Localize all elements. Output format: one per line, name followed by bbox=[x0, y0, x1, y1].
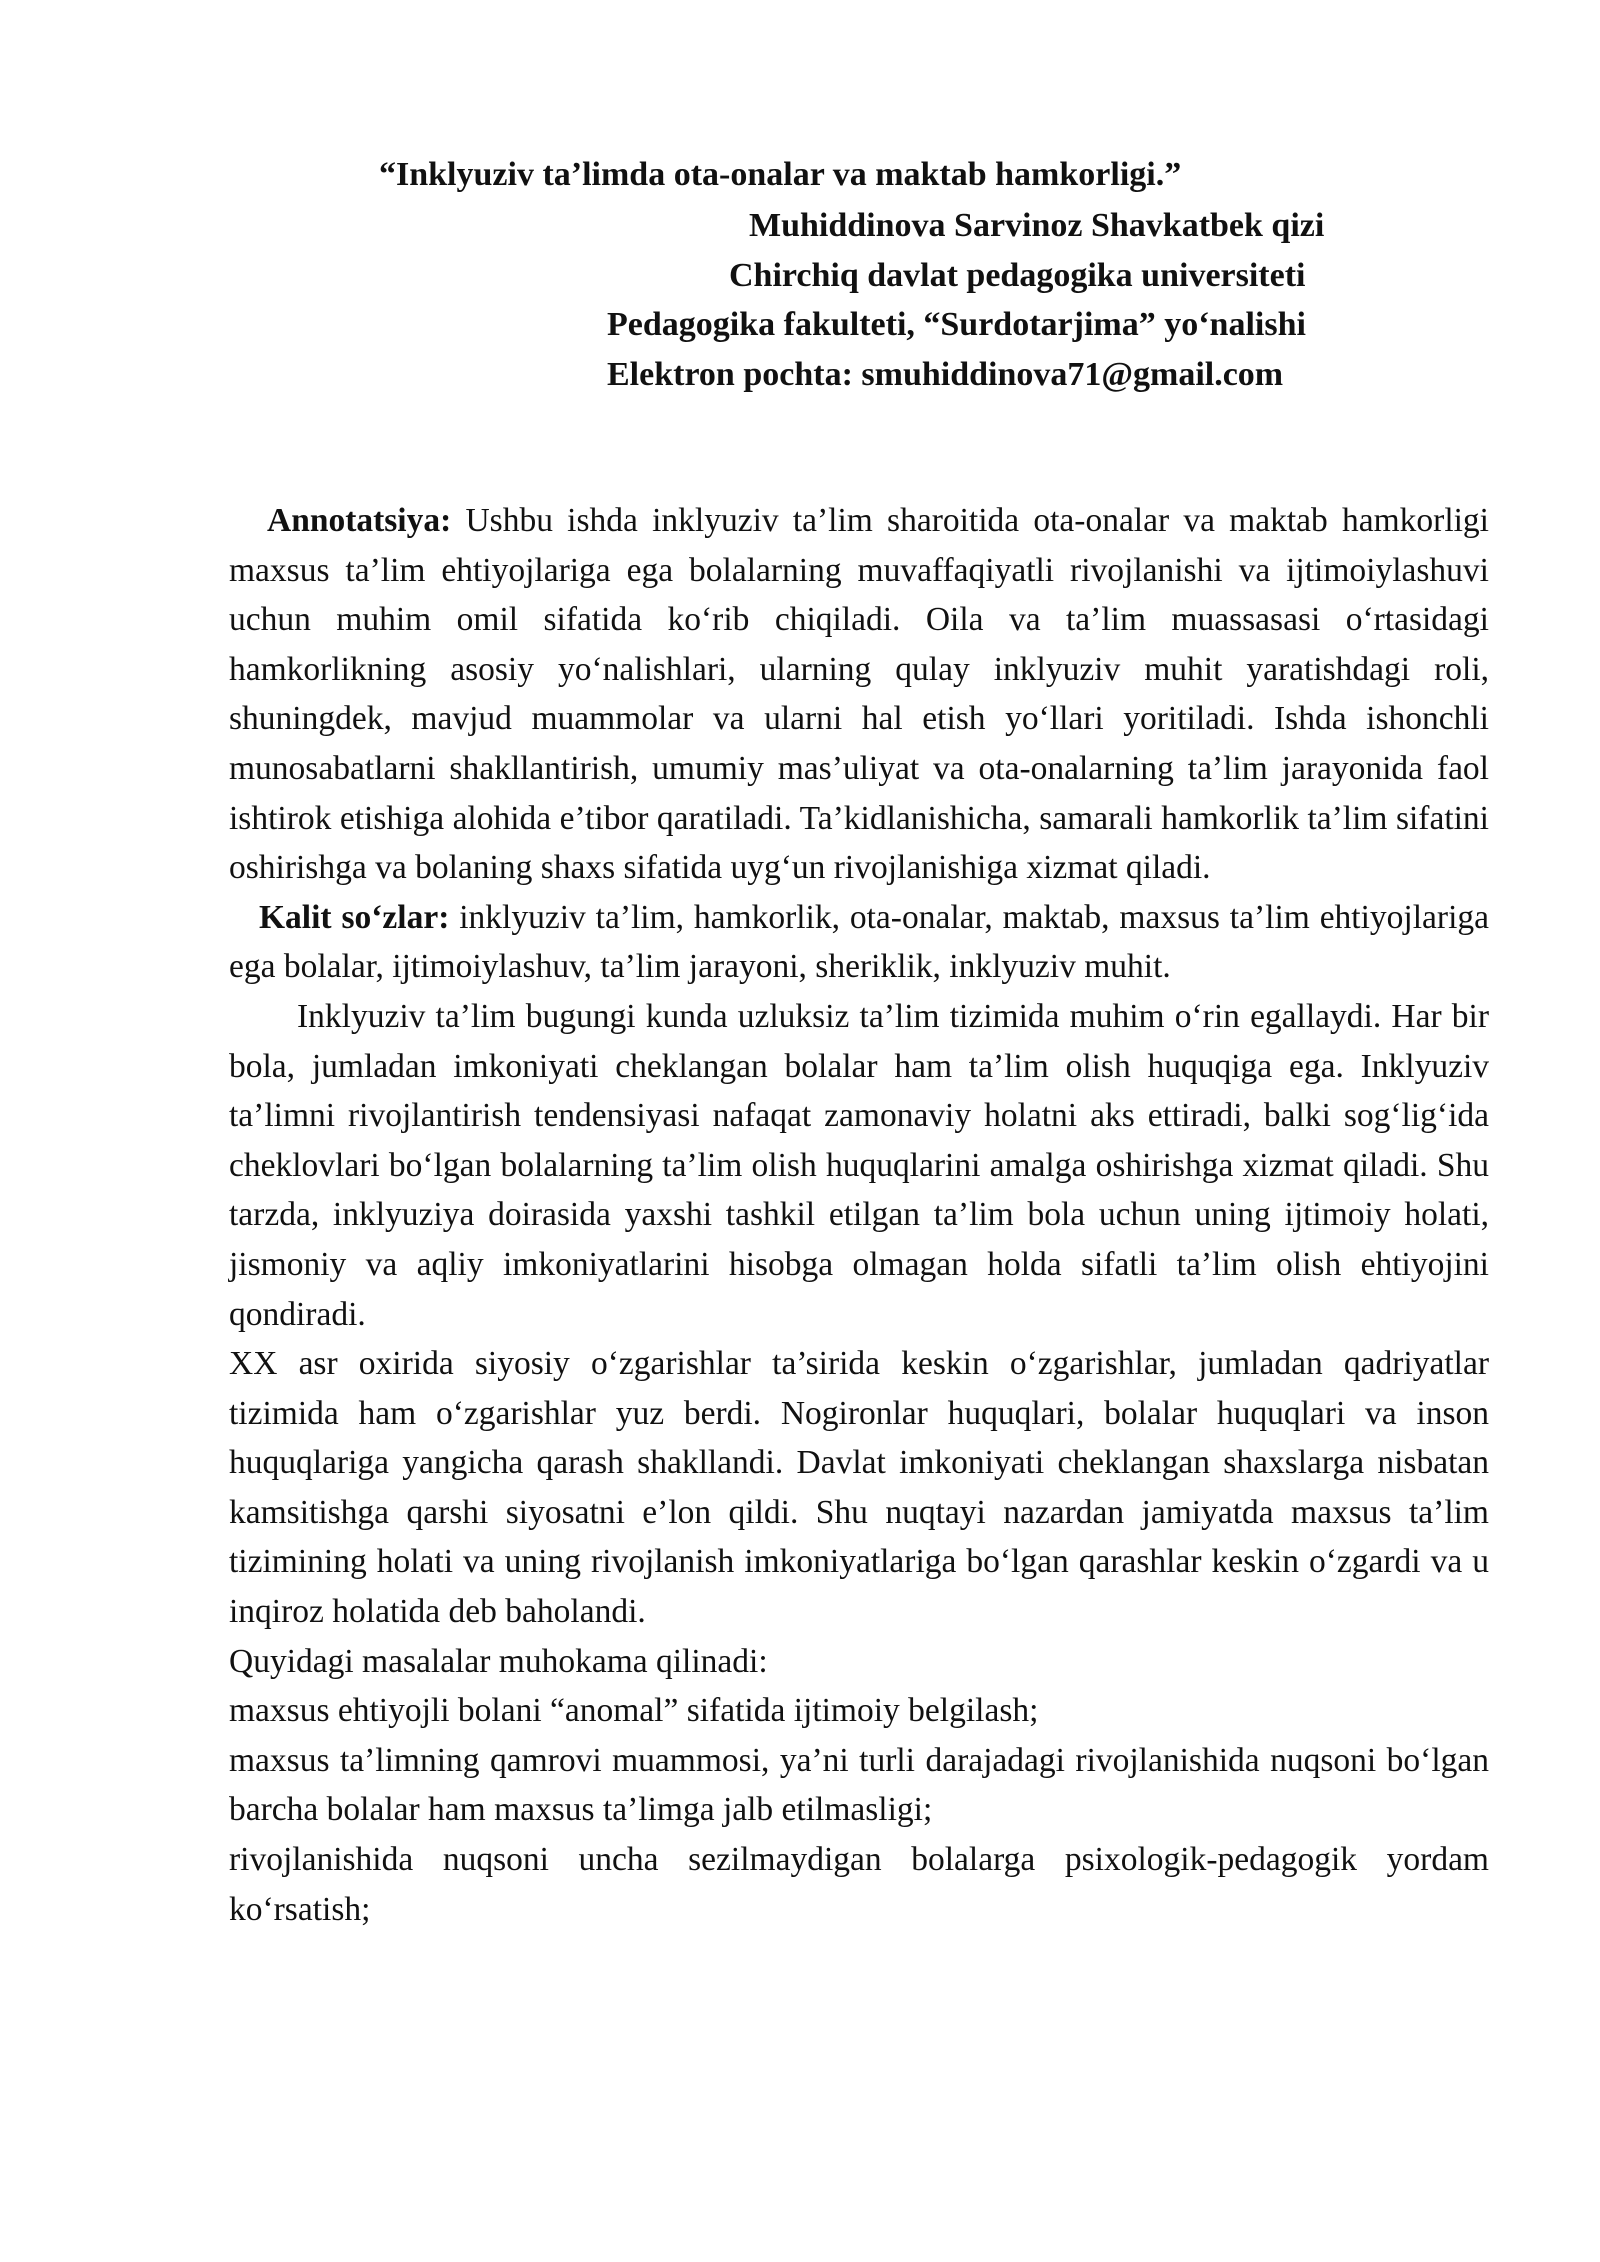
keywords-label: Kalit so‘zlar: bbox=[259, 898, 450, 936]
abstract bbox=[229, 496, 1489, 893]
paper-title: “Inklyuziv ta’limda ota-onalar va maktab hamkorligi.” bbox=[379, 156, 1182, 193]
paragraph-intro: Inklyuziv ta’lim bugungi kunda uzluksiz ta’lim tizimida muhim o‘rin egallaydi. Har bir bola, jumladan imkoniyati cheklangan bolalar ham ta’lim olish huquqiga ega. Inklyuziv ta’limni rivojlantirish tendensiyasi nafaqat zamonaviy holatni aks ettiradi, balki sog‘lig‘ida cheklovlari bo‘lgan bolalarning ta’lim olish huquqlarini amalga oshirishga xizmat qiladi. Shu tarzda, inklyuziya doirasida yaxshi tashkil etilgan ta’lim bola uchun uning ijtimoiy holati, jismoniy va aqliy imkoniyatlarini hisobga olmagan holda sifatli ta’lim olish ehtiyojini qondiradi. bbox=[229, 997, 1489, 1333]
issue-item: maxsus ta’limning qamrovi muammosi, ya’ni turli darajadagi rivojlanishida nuqsoni bo‘lgan barcha bolalar ham maxsus ta’limga jalb etilmasligi; bbox=[229, 1741, 1489, 1829]
author-affiliation: Chirchiq davlat pedagogika universiteti bbox=[729, 257, 1306, 294]
paragraph-issues-heading: Quyidagi masalalar muhokama qilinadi: bbox=[229, 1642, 768, 1680]
author-name: Muhiddinova Sarvinoz Shavkatbek qizi bbox=[749, 207, 1325, 244]
issue-item: rivojlanishida nuqsoni uncha sezilmaydigan bolalarga psixologik-pedagogik yordam ko‘rsatish; bbox=[229, 1841, 1489, 1928]
paragraph-history: XX asr oxirida siyosiy o‘zgarishlar ta’sirida keskin o‘zgarishlar, jumladan qadriyatlar tizimida ham o‘zgarishlar yuz berdi. Nogironlar huquqlari, bolalar huquqlari va inson huquqlariga yangicha qarash shakllandi. Davlat imkoniyati cheklangan shaxslarga nisbatan kamsitishga qarshi siyosatni e’lon qildi. Shu nuqtayi nazardan jamiyatda maxsus ta’lim tizimining holati va uning rivojlanish imkoniyatlariga bo‘lgan qarashlar keskin o‘zgardi va u inqiroz holatida deb baholandi. bbox=[229, 1345, 1489, 1631]
abstract-text: Ushbu ishda inklyuziv ta’lim sharoitida ota-onalar va maktab hamkorligi maxsus ta’lim ehtiyojlariga ega bolalarning muvaffaqiyatli rivojlanishi va ijtimoiylashuvi uchun muhim omil sifatida ko‘rib chiqiladi. Oila va ta’lim muassasasi o‘rtasidagi hamkorlikning asosiy yo‘nalishlari, ularning qulay inklyuziv muhit yaratishdagi roli, shuningdek, mavjud muammolar va ularni hal etish yo‘llari yoritiladi. Ishda ishonchli munosabatlarni shakllantirish, umumiy mas’uliyat va ota-onalarning ta’lim jarayonida faol ishtirok etishiga alohida e’tibor qaratiladi. Ta’kidlanishicha, samarali hamkorlik ta’lim sifatini oshirishga va bolaning shaxs sifatida uyg‘un rivojlanishiga xizmat qiladi. bbox=[229, 502, 1489, 887]
issue-item: maxsus ehtiyojli bolani “anomal” sifatida ijtimoiy belgilash; bbox=[229, 1692, 1039, 1730]
keywords-text: inklyuziv ta’lim, hamkorlik, ota-onalar, maktab, maxsus ta’lim ehtiyojlariga ega bolalar, ijtimoiylashuv, ta’lim jarayoni, sheriklik, inklyuziv muhit. bbox=[229, 898, 1489, 986]
keywords bbox=[229, 893, 1489, 992]
author-faculty: Pedagogika fakulteti, “Surdotarjima” yo‘nalishi bbox=[607, 306, 1306, 343]
paper-body bbox=[229, 496, 1489, 1934]
abstract-label: Annotatsiya: bbox=[267, 502, 452, 539]
author-email: Elektron pochta: smuhiddinova71@gmail.com bbox=[607, 356, 1284, 393]
